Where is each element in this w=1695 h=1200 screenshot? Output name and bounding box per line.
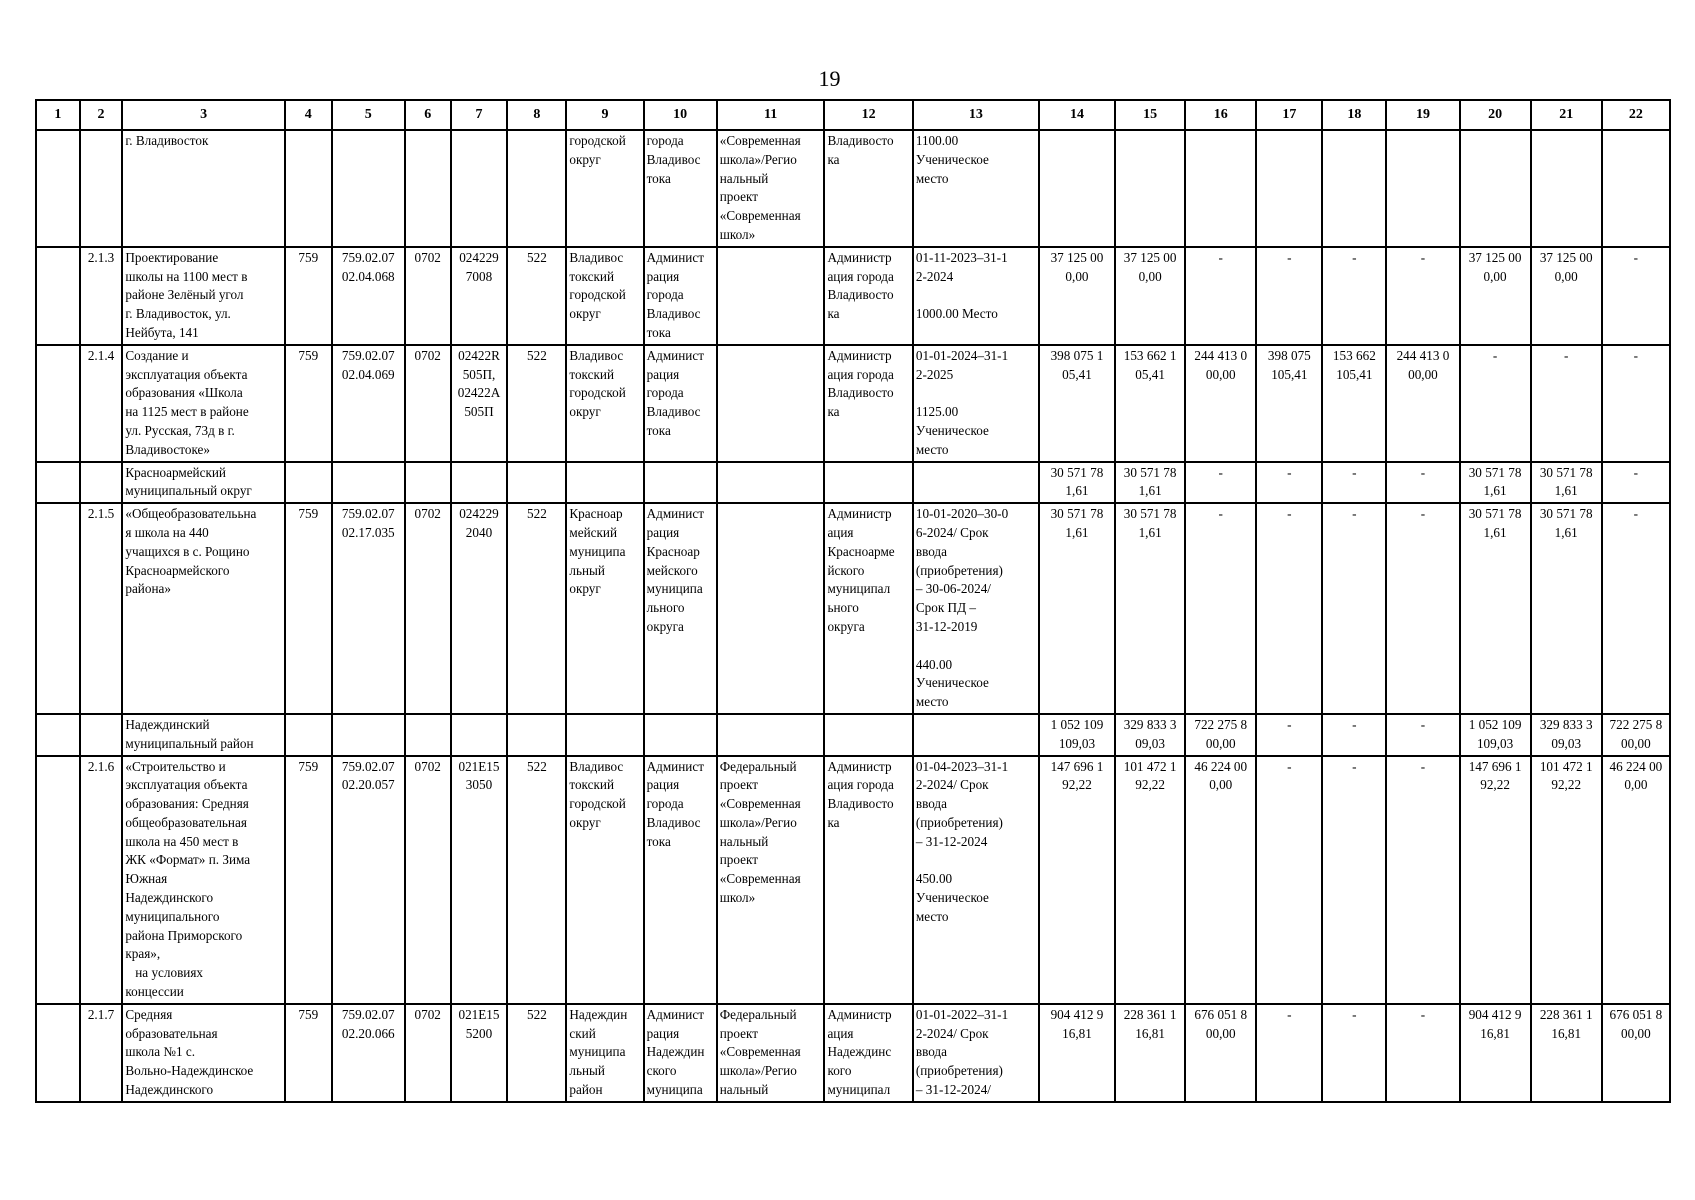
table-cell-col-1	[36, 130, 80, 247]
table-cell-col-20: 904 412 9 16,81	[1460, 1004, 1531, 1102]
table-cell-col-4: 759	[285, 503, 332, 714]
table-cell-col-21: 37 125 00 0,00	[1531, 247, 1602, 345]
table-cell-col-11: Федеральный проект «Современная школа»/Регио нальный	[717, 1004, 825, 1102]
table-cell-col-21: 30 571 78 1,61	[1531, 503, 1602, 714]
table-cell-col-16: -	[1185, 247, 1256, 345]
table-cell-col-19: -	[1386, 462, 1459, 504]
table-cell-col-17: -	[1256, 247, 1322, 345]
column-header-20: 20	[1460, 100, 1531, 130]
column-header-14: 14	[1039, 100, 1115, 130]
table-cell-col-8	[507, 462, 566, 504]
table-cell-col-17: -	[1256, 714, 1322, 756]
table-cell-col-15: 30 571 78 1,61	[1115, 503, 1185, 714]
table-cell-col-8: 522	[507, 1004, 566, 1102]
table-cell-col-22	[1602, 130, 1670, 247]
column-header-18: 18	[1322, 100, 1386, 130]
table-cell-col-6	[405, 130, 451, 247]
table-cell-col-18: -	[1322, 462, 1386, 504]
table-cell-col-18: -	[1322, 503, 1386, 714]
table-cell-col-14: 1 052 109 109,03	[1039, 714, 1115, 756]
table-cell-col-11: «Современная школа»/Регио нальный проект «Современная школ»	[717, 130, 825, 247]
table-cell-col-6: 0702	[405, 247, 451, 345]
table-cell-col-18: -	[1322, 247, 1386, 345]
table-cell-col-9: Владивос токский городской округ	[566, 247, 643, 345]
column-header-8: 8	[507, 100, 566, 130]
column-header-13: 13	[913, 100, 1039, 130]
table-cell-col-20: 147 696 1 92,22	[1460, 756, 1531, 1004]
table-cell-col-3: Создание и эксплуатация объекта образования «Школа на 1125 мест в районе ул. Русская, 73д в г. Владивостоке»	[122, 345, 285, 462]
table-cell-col-3: «Общеобразователььна я школа на 440 учащихся в с. Рощино Красноармейского района»	[122, 503, 285, 714]
table-cell-col-5: 759.02.07 02.04.068	[332, 247, 405, 345]
column-header-1: 1	[36, 100, 80, 130]
column-header-9: 9	[566, 100, 643, 130]
table-cell-col-2	[80, 714, 123, 756]
table-cell-col-4: 759	[285, 345, 332, 462]
investment-objects-table	[35, 99, 1671, 1103]
table-cell-col-11	[717, 503, 825, 714]
table-row	[36, 1004, 1670, 1102]
table-cell-col-12: Администр ация города Владивосто ка	[824, 345, 912, 462]
table-cell-col-17	[1256, 130, 1322, 247]
table-cell-col-18: 153 662 105,41	[1322, 345, 1386, 462]
table-cell-col-21: -	[1531, 345, 1602, 462]
table-cell-col-13: 01-01-2024–31-1 2-2025 1125.00 Ученическое место	[913, 345, 1039, 462]
column-header-17: 17	[1256, 100, 1322, 130]
table-cell-col-11	[717, 345, 825, 462]
table-cell-col-10: Админист рация Красноар мейского муниципа льного округа	[644, 503, 717, 714]
table-cell-col-15	[1115, 130, 1185, 247]
table-cell-col-7: 021Е15 3050	[451, 756, 508, 1004]
table-cell-col-22: -	[1602, 503, 1670, 714]
table-cell-col-3: г. Владивосток	[122, 130, 285, 247]
table-cell-col-9: Надеждин ский муниципа льный район	[566, 1004, 643, 1102]
column-header-5: 5	[332, 100, 405, 130]
table-cell-col-15: 153 662 1 05,41	[1115, 345, 1185, 462]
table-cell-col-16	[1185, 130, 1256, 247]
table-cell-col-5	[332, 130, 405, 247]
table-cell-col-22: -	[1602, 247, 1670, 345]
table-cell-col-18: -	[1322, 756, 1386, 1004]
table-cell-col-12	[824, 462, 912, 504]
table-cell-col-10: Админист рация города Владивос тока	[644, 247, 717, 345]
table-cell-col-4: 759	[285, 1004, 332, 1102]
table-cell-col-7: 024229 7008	[451, 247, 508, 345]
table-cell-col-7	[451, 714, 508, 756]
table-cell-col-14: 30 571 78 1,61	[1039, 462, 1115, 504]
table-cell-col-14: 147 696 1 92,22	[1039, 756, 1115, 1004]
table-cell-col-17: 398 075 105,41	[1256, 345, 1322, 462]
table-cell-col-19: -	[1386, 1004, 1459, 1102]
table-cell-col-12: Администр ация города Владивосто ка	[824, 247, 912, 345]
column-header-10: 10	[644, 100, 717, 130]
table-cell-col-10: Админист рация города Владивос тока	[644, 345, 717, 462]
table-cell-col-5: 759.02.07 02.17.035	[332, 503, 405, 714]
table-cell-col-5	[332, 714, 405, 756]
table-cell-col-16: -	[1185, 503, 1256, 714]
table-cell-col-10	[644, 714, 717, 756]
table-cell-col-22: 46 224 00 0,00	[1602, 756, 1670, 1004]
table-cell-col-8: 522	[507, 247, 566, 345]
table-cell-col-8	[507, 130, 566, 247]
table-cell-col-8: 522	[507, 345, 566, 462]
table-cell-col-10: Админист рация Надеждин ского муниципа	[644, 1004, 717, 1102]
column-header-11: 11	[717, 100, 825, 130]
table-cell-col-1	[36, 756, 80, 1004]
table-row	[36, 462, 1670, 504]
table-cell-col-21	[1531, 130, 1602, 247]
table-cell-col-21: 101 472 1 92,22	[1531, 756, 1602, 1004]
table-row	[36, 756, 1670, 1004]
table-cell-col-13: 01-11-2023–31-1 2-2024 1000.00 Место	[913, 247, 1039, 345]
table-cell-col-3: «Строительство и эксплуатация объекта образования: Средняя общеобразовательная школа на 450 мест в ЖК «Формат» п. Зима Южная Надеждинского муниципального района Приморского края», на условиях концессии	[122, 756, 285, 1004]
table-cell-col-9: Владивос токский городской округ	[566, 345, 643, 462]
table-body	[36, 130, 1670, 1102]
column-header-19: 19	[1386, 100, 1459, 130]
table-cell-col-14	[1039, 130, 1115, 247]
table-cell-col-11: Федеральный проект «Современная школа»/Регио нальный проект «Современная школ»	[717, 756, 825, 1004]
table-cell-col-19: -	[1386, 503, 1459, 714]
table-cell-col-10: города Владивос тока	[644, 130, 717, 247]
table-cell-col-17: -	[1256, 503, 1322, 714]
table-cell-col-21: 30 571 78 1,61	[1531, 462, 1602, 504]
table-cell-col-17: -	[1256, 1004, 1322, 1102]
table-cell-col-21: 329 833 3 09,03	[1531, 714, 1602, 756]
table-cell-col-18: -	[1322, 714, 1386, 756]
table-cell-col-19: -	[1386, 247, 1459, 345]
table-cell-col-1	[36, 714, 80, 756]
table-cell-col-12: Администр ация Красноарме йского муниципал ьного округа	[824, 503, 912, 714]
table-cell-col-2: 2.1.7	[80, 1004, 123, 1102]
table-cell-col-18	[1322, 130, 1386, 247]
table-row	[36, 345, 1670, 462]
table-cell-col-14: 30 571 78 1,61	[1039, 503, 1115, 714]
table-cell-col-20: 30 571 78 1,61	[1460, 503, 1531, 714]
table-cell-col-10: Админист рация города Владивос тока	[644, 756, 717, 1004]
table-cell-col-4	[285, 462, 332, 504]
table-cell-col-7	[451, 462, 508, 504]
table-cell-col-16: 722 275 8 00,00	[1185, 714, 1256, 756]
column-header-7: 7	[451, 100, 508, 130]
table-cell-col-19	[1386, 130, 1459, 247]
table-cell-col-5: 759.02.07 02.04.069	[332, 345, 405, 462]
table-cell-col-22: 676 051 8 00,00	[1602, 1004, 1670, 1102]
table-cell-col-6	[405, 462, 451, 504]
table-cell-col-6: 0702	[405, 756, 451, 1004]
table-cell-col-13	[913, 462, 1039, 504]
table-cell-col-2	[80, 130, 123, 247]
table-cell-col-10	[644, 462, 717, 504]
header-row	[36, 100, 1670, 130]
table-cell-col-5	[332, 462, 405, 504]
table-cell-col-2: 2.1.3	[80, 247, 123, 345]
table-cell-col-13: 1100.00 Ученическое место	[913, 130, 1039, 247]
table-cell-col-6: 0702	[405, 345, 451, 462]
table-cell-col-3: Средняя образовательная школа №1 с. Вольно-Надеждинское Надеждинского	[122, 1004, 285, 1102]
table-cell-col-16: 46 224 00 0,00	[1185, 756, 1256, 1004]
table-cell-col-20: -	[1460, 345, 1531, 462]
table-cell-col-12: Администр ация города Владивосто ка	[824, 756, 912, 1004]
table-cell-col-14: 904 412 9 16,81	[1039, 1004, 1115, 1102]
table-cell-col-13: 01-01-2022–31-1 2-2024/ Срок ввода (приобретения) – 31-12-2024/	[913, 1004, 1039, 1102]
table-cell-col-11	[717, 714, 825, 756]
column-header-4: 4	[285, 100, 332, 130]
table-cell-col-14: 398 075 1 05,41	[1039, 345, 1115, 462]
table-cell-col-9	[566, 714, 643, 756]
table-cell-col-19: -	[1386, 756, 1459, 1004]
table-cell-col-9: Владивос токский городской округ	[566, 756, 643, 1004]
table-cell-col-6: 0702	[405, 503, 451, 714]
table-cell-col-8: 522	[507, 756, 566, 1004]
table-cell-col-3: Красноармейский муниципальный округ	[122, 462, 285, 504]
table-cell-col-7: 021Е15 5200	[451, 1004, 508, 1102]
table-cell-col-11	[717, 462, 825, 504]
table-cell-col-12: Владивосто ка	[824, 130, 912, 247]
table-cell-col-22: -	[1602, 462, 1670, 504]
table-cell-col-20: 1 052 109 109,03	[1460, 714, 1531, 756]
table-cell-col-2: 2.1.6	[80, 756, 123, 1004]
table-cell-col-16: 244 413 0 00,00	[1185, 345, 1256, 462]
table-cell-col-2: 2.1.4	[80, 345, 123, 462]
column-header-22: 22	[1602, 100, 1670, 130]
table-cell-col-9: Красноар мейский муниципа льный округ	[566, 503, 643, 714]
table-cell-col-13: 10-01-2020–30-0 6-2024/ Срок ввода (приобретения) – 30-06-2024/ Срок ПД – 31-12-2019 440.00 Ученическое место	[913, 503, 1039, 714]
table-cell-col-2	[80, 462, 123, 504]
table-cell-col-15: 30 571 78 1,61	[1115, 462, 1185, 504]
table-row	[36, 714, 1670, 756]
table-cell-col-9: городской округ	[566, 130, 643, 247]
table-cell-col-6	[405, 714, 451, 756]
table-cell-col-17: -	[1256, 756, 1322, 1004]
table-cell-col-19: 244 413 0 00,00	[1386, 345, 1459, 462]
table-cell-col-12: Администр ация Надеждинс кого муниципал	[824, 1004, 912, 1102]
table-cell-col-4	[285, 130, 332, 247]
table-cell-col-13	[913, 714, 1039, 756]
table-cell-col-5: 759.02.07 02.20.066	[332, 1004, 405, 1102]
table-cell-col-20: 37 125 00 0,00	[1460, 247, 1531, 345]
column-header-2: 2	[80, 100, 123, 130]
table-cell-col-21: 228 361 1 16,81	[1531, 1004, 1602, 1102]
table-cell-col-7: 02422R 505П, 02422А 505П	[451, 345, 508, 462]
table-cell-col-15: 101 472 1 92,22	[1115, 756, 1185, 1004]
table-cell-col-3: Надеждинский муниципальный район	[122, 714, 285, 756]
column-header-3: 3	[122, 100, 285, 130]
table-cell-col-15: 329 833 3 09,03	[1115, 714, 1185, 756]
table-cell-col-22: 722 275 8 00,00	[1602, 714, 1670, 756]
table-cell-col-19: -	[1386, 714, 1459, 756]
table-cell-col-1	[36, 247, 80, 345]
table-cell-col-16: -	[1185, 462, 1256, 504]
table-row	[36, 130, 1670, 247]
table-cell-col-5: 759.02.07 02.20.057	[332, 756, 405, 1004]
table-cell-col-15: 228 361 1 16,81	[1115, 1004, 1185, 1102]
table-cell-col-8	[507, 714, 566, 756]
table-cell-col-20	[1460, 130, 1531, 247]
table-cell-col-7	[451, 130, 508, 247]
table-cell-col-7: 024229 2040	[451, 503, 508, 714]
table-cell-col-20: 30 571 78 1,61	[1460, 462, 1531, 504]
table-cell-col-3: Проектирование школы на 1100 мест в районе Зелёный угол г. Владивосток, ул. Нейбута, 141	[122, 247, 285, 345]
table-cell-col-16: 676 051 8 00,00	[1185, 1004, 1256, 1102]
page-number: 19	[818, 66, 841, 91]
table-cell-col-4	[285, 714, 332, 756]
table-cell-col-6: 0702	[405, 1004, 451, 1102]
table-cell-col-2: 2.1.5	[80, 503, 123, 714]
table-cell-col-1	[36, 1004, 80, 1102]
table-cell-col-1	[36, 462, 80, 504]
table-cell-col-4: 759	[285, 756, 332, 1004]
table-cell-col-17: -	[1256, 462, 1322, 504]
table-cell-col-12	[824, 714, 912, 756]
column-header-16: 16	[1185, 100, 1256, 130]
table-row	[36, 247, 1670, 345]
table-cell-col-22: -	[1602, 345, 1670, 462]
table-cell-col-11	[717, 247, 825, 345]
table-cell-col-13: 01-04-2023–31-1 2-2024/ Срок ввода (приобретения) – 31-12-2024 450.00 Ученическое место	[913, 756, 1039, 1004]
table-cell-col-1	[36, 345, 80, 462]
table-row	[36, 503, 1670, 714]
table-cell-col-15: 37 125 00 0,00	[1115, 247, 1185, 345]
column-header-6: 6	[405, 100, 451, 130]
column-header-12: 12	[824, 100, 912, 130]
table-cell-col-18: -	[1322, 1004, 1386, 1102]
table-cell-col-9	[566, 462, 643, 504]
column-header-15: 15	[1115, 100, 1185, 130]
table-cell-col-1	[36, 503, 80, 714]
column-header-21: 21	[1531, 100, 1602, 130]
table-cell-col-14: 37 125 00 0,00	[1039, 247, 1115, 345]
table-cell-col-4: 759	[285, 247, 332, 345]
table-cell-col-8: 522	[507, 503, 566, 714]
